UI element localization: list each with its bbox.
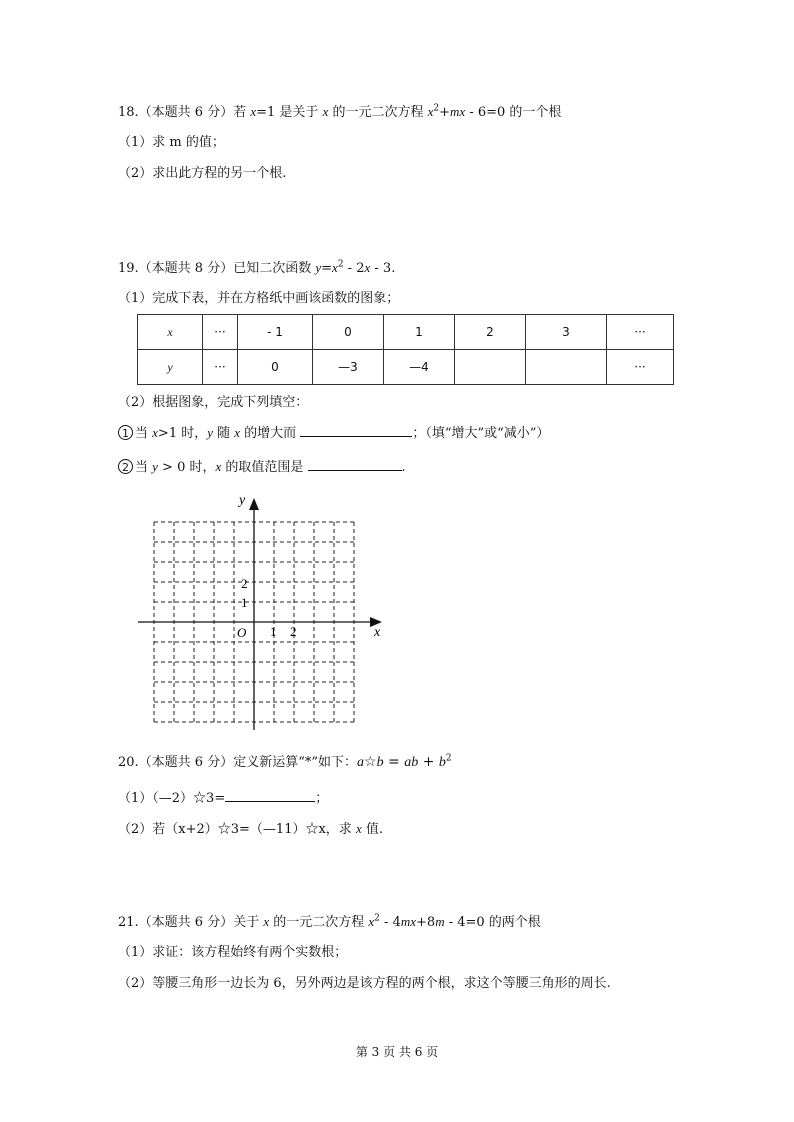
table-cell: 0 — [238, 350, 313, 385]
var-mx: mx — [450, 104, 466, 119]
table-cell: —3 — [313, 350, 384, 385]
var-y: y — [152, 459, 158, 474]
y-axis-arrow-icon — [249, 498, 259, 510]
q21-title-text: +8 — [416, 915, 436, 930]
q18-title-text: - 6=0 的一个根 — [465, 105, 562, 120]
q19-sub2 — [118, 458, 406, 477]
q18-title-text: 的一元二次方程 — [328, 105, 428, 120]
table-cell: 3 — [526, 315, 607, 350]
exponent: 2 — [445, 753, 452, 764]
table-cell: - 1 — [238, 315, 313, 350]
table-cell: ··· — [203, 315, 238, 350]
q21-title-text: - 4=0 的两个根 — [444, 915, 541, 930]
q18-part2: （2）求出此方程的另一个根. — [118, 166, 287, 181]
var-x: x — [368, 914, 375, 929]
q20-part2 — [118, 820, 383, 839]
x-tick-label: 2 — [290, 624, 297, 639]
table-row-x — [138, 315, 674, 350]
var-m: m — [435, 914, 445, 929]
q19-sub1-text: ；（填“增大”或“减小”） — [412, 426, 550, 441]
table-cell[interactable] — [526, 350, 607, 385]
table-cell[interactable] — [455, 350, 526, 385]
plus-sign: + — [418, 754, 439, 770]
plus-sign: + — [439, 105, 451, 120]
answer-blank[interactable] — [225, 789, 315, 802]
q20-part1-text: （1）（—2）☆3= — [118, 791, 226, 806]
table-cell: 1 — [384, 315, 455, 350]
equals: = — [383, 754, 405, 770]
q20-part2-text: （2）若（x+2）☆3=（—11）☆x，求 — [118, 822, 356, 837]
var-b: b — [438, 755, 446, 770]
q20-part2-text: 值. — [361, 822, 383, 837]
y-tick-label: 1 — [241, 595, 248, 610]
x-tick-label: 1 — [270, 624, 277, 639]
q21-part1: （1）求证：该方程始终有两个实数根； — [118, 945, 348, 960]
q19-sub2-text: 的取值范围是 — [221, 460, 308, 475]
var-y: y — [207, 425, 213, 440]
q19-sub1-text: >1 时， — [157, 426, 208, 441]
table-cell: ··· — [607, 315, 674, 350]
table-cell: x — [138, 315, 203, 350]
var-x: x — [427, 104, 434, 119]
origin-label: O — [237, 625, 247, 640]
var-ab: ab — [404, 755, 419, 770]
var-x: x — [152, 425, 158, 440]
var-x: x — [364, 260, 371, 275]
y-tick-label: 2 — [241, 576, 248, 591]
coordinate-grid[interactable] — [130, 490, 390, 735]
star-operator: ☆ — [364, 754, 377, 770]
var-x: x — [250, 104, 257, 119]
q20-title-text: 20.（本题共 6 分）定义新运算“*”如下： — [118, 755, 358, 770]
table-cell: 2 — [455, 315, 526, 350]
q18-part1: （1）求 m 的值； — [118, 135, 225, 150]
x-axis-label: x — [374, 625, 381, 640]
table-cell: —4 — [384, 350, 455, 385]
q21-title — [118, 913, 541, 932]
q21-part2: （2）等腰三角形一边长为 6，另外两边是该方程的两个根，求这个等腰三角形的周长. — [118, 976, 611, 991]
answer-blank[interactable] — [300, 424, 412, 437]
q18-title — [118, 103, 561, 122]
q18-title-text: 18.（本题共 6 分）若 — [118, 105, 251, 120]
page-footer: 第 3 页 共 6 页 — [355, 1045, 439, 1059]
answer-blank[interactable] — [308, 458, 402, 471]
var-x: x — [322, 104, 329, 119]
q19-sub2-text: 当 — [135, 460, 153, 475]
var-y: y — [315, 260, 322, 275]
q18-title-text: =1 是关于 — [256, 105, 323, 120]
circled-number: 1 — [118, 425, 133, 440]
q19-part2: （2）根据图象，完成下列填空： — [118, 395, 309, 410]
table-cell: y — [138, 350, 203, 385]
q19-sub1-text: 的增大而 — [240, 426, 301, 441]
q19-sub1-text: 当 — [135, 426, 153, 441]
q20-title — [118, 753, 452, 772]
q21-title-text: 21.（本题共 6 分）关于 — [118, 915, 264, 930]
var-x: x — [355, 821, 362, 836]
q19-sub2-text: . — [401, 460, 406, 475]
formula — [357, 754, 452, 770]
var-x: x — [234, 425, 241, 440]
q21-title-text: 的一元二次方程 — [269, 915, 369, 930]
y-axis-label: y — [239, 493, 246, 508]
var-x: x — [215, 459, 222, 474]
table-cell: ··· — [607, 350, 674, 385]
q19-sub1 — [118, 424, 549, 443]
q19-sub1-text: 随 — [213, 426, 235, 441]
q19-title — [118, 259, 395, 278]
exponent: 2 — [337, 259, 344, 270]
var-x: x — [263, 914, 270, 929]
var-a: a — [357, 755, 365, 770]
q19-sub2-text: > 0 时， — [157, 460, 216, 475]
var-x: x — [332, 260, 338, 275]
q19-title-text: - 2 — [343, 261, 365, 276]
table-cell: ··· — [203, 350, 238, 385]
value-table — [137, 314, 674, 385]
q20-part1 — [118, 789, 328, 808]
q19-title-text: 19.（本题共 8 分）已知二次函数 — [118, 261, 316, 276]
q21-title-text: - 4 — [379, 915, 401, 930]
exponent: 2 — [433, 103, 440, 114]
q19-part1: （1）完成下表，并在方格纸中画该函数的图象； — [118, 291, 400, 306]
q19-title-text: - 3. — [370, 261, 396, 276]
exponent: 2 — [374, 913, 380, 924]
q20-part1-text: ； — [315, 791, 329, 806]
table-row-y — [138, 350, 674, 385]
var-mx: mx — [400, 914, 417, 929]
table-cell: 0 — [313, 315, 384, 350]
circled-number: 2 — [118, 459, 133, 474]
equals: = — [321, 261, 333, 276]
var-b: b — [376, 755, 384, 770]
